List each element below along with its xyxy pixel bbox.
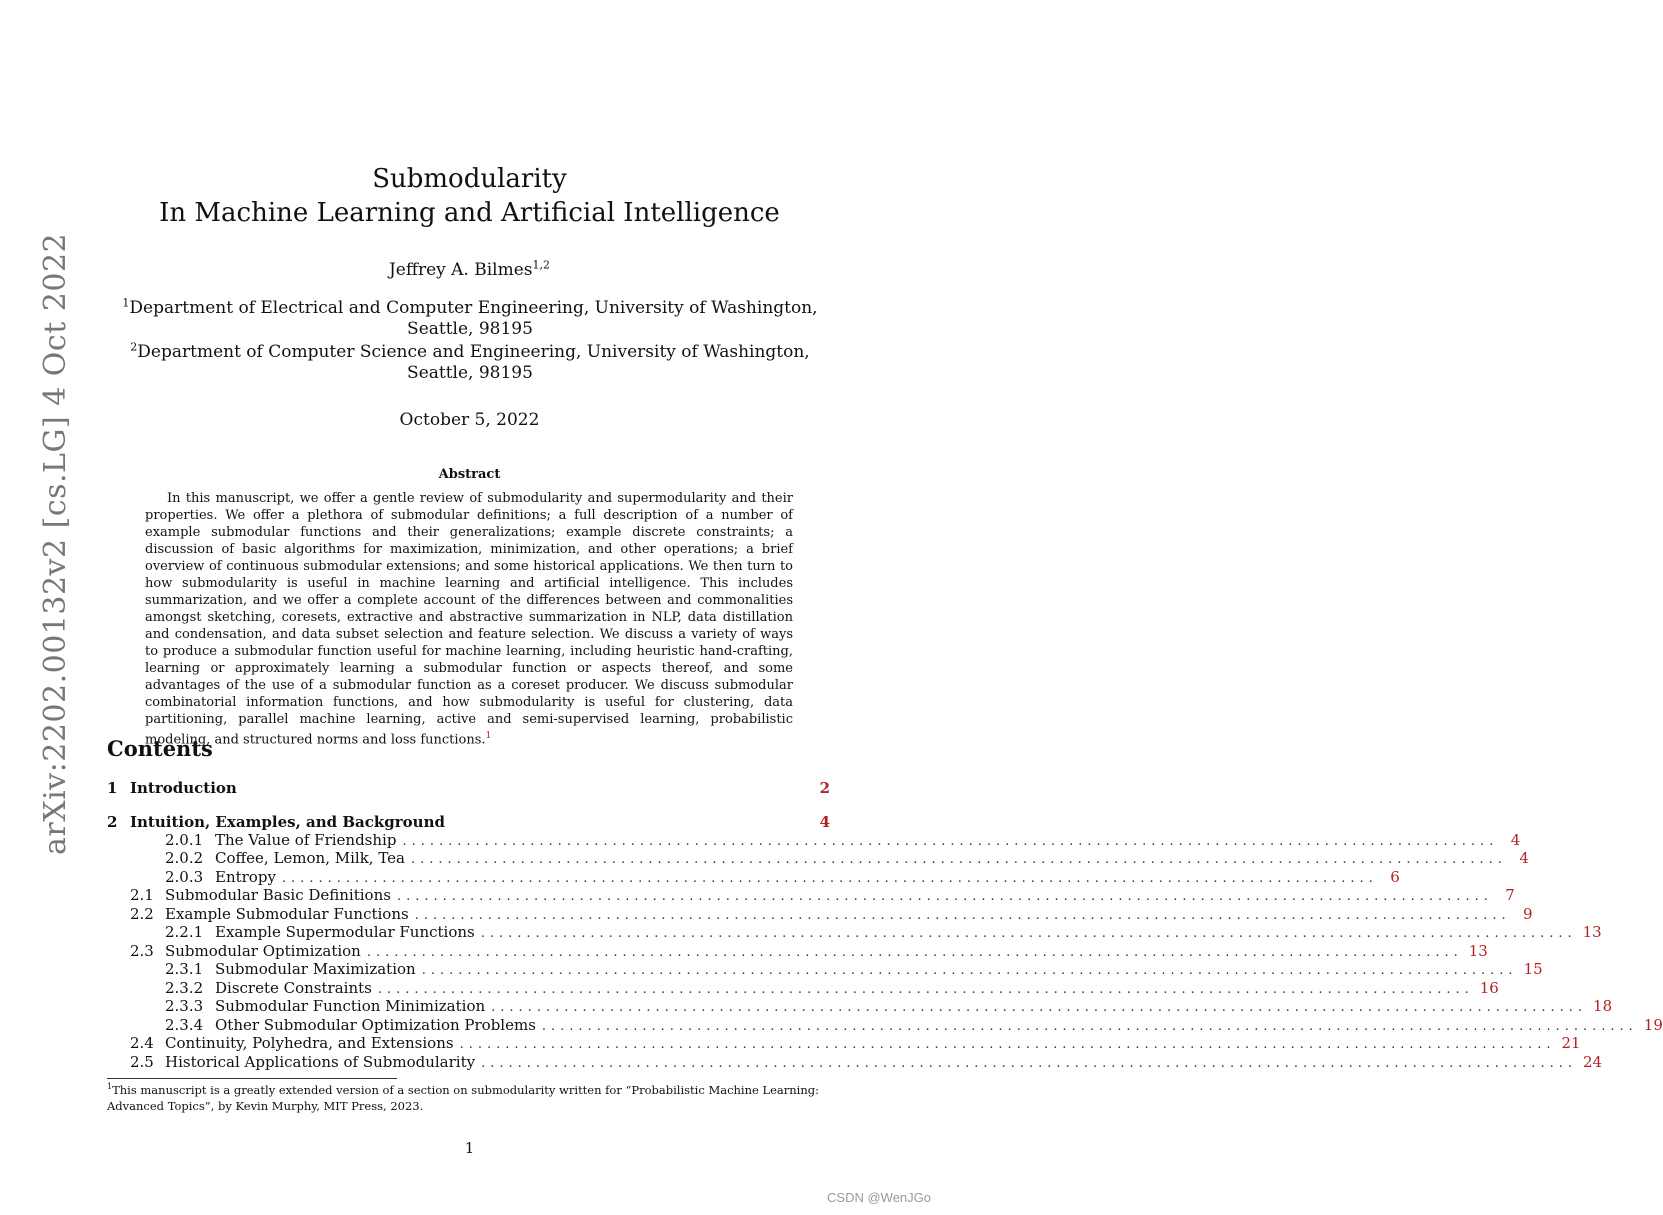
toc-entry-title[interactable]: Entropy [215,868,276,886]
toc-entry-title[interactable]: Historical Applications of Submodularity [165,1053,476,1071]
toc-leader-dots: ........................................................................................................................ [414,908,1511,923]
affiliation-2-text: Department of Computer Science and Engineering, University of Washington, Seattle, 98195 [137,342,810,383]
affiliation-2 [100,342,840,384]
toc-entry-page-link[interactable]: 15 [1523,960,1543,978]
toc-entry-title[interactable]: Coffee, Lemon, Milk, Tea [215,849,405,867]
toc-entry[interactable] [107,1034,1581,1052]
toc-leader-dots: ........................................................................................................................ [480,926,1577,941]
toc-entry[interactable] [107,831,1521,849]
toc-entry-title[interactable]: Submodular Basic Definitions [165,886,391,904]
watermark: CSDN @WenJGo [827,1190,931,1205]
toc-entry[interactable] [107,997,1613,1015]
toc-entry-title[interactable]: Introduction [130,779,237,797]
toc-entry-number: 2 [107,813,118,831]
toc-entry[interactable] [107,886,1515,904]
paper-title-line1: Submodularity [372,164,567,194]
toc-entry-number: 2.0.3 [165,868,204,886]
toc-entry-page-link[interactable]: 24 [1582,1053,1603,1071]
abstract-heading: Abstract [438,467,501,482]
toc-entry-title[interactable]: Continuity, Polyhedra, and Extensions [165,1034,454,1052]
toc-entry[interactable] [107,813,830,831]
toc-leader-dots: ........................................................................................................................ [377,982,1474,997]
toc-entry-page-link[interactable]: 13 [1468,942,1488,960]
footnote-rule [107,1078,397,1079]
abstract-text: In this manuscript, we offer a gentle review of submodularity and supermodularity and their properties. We offer a plethora of submodular definitions; a full description of a number of example submodular functions and their generalizations; example discrete constraints; a discussion of basic algorithms for maximization, minimization, and other operations; a brief overview of continuous submodular extensions; and some historical applications. We then turn to how submodularity is useful in machine learning and artificial intelligence. This includes summarization, and we offer a complete account of the differences between and commonalities amongst sketching, coresets, extractive and abstractive summarization in NLP, data distillation and condensation, and data subset selection and feature selection. We discuss a variety of ways to produce a submodular function useful for machine learning, including heuristic hand-crafting, learning or approximately learning a submodular function or aspects thereof, and some advantages of the use of a submodular function as a coreset producer. We discuss submodular combinatorial information functions, and how submodularity is useful for clustering, data partitioning, parallel machine learning, active and semi-supervised learning, probabilistic modeling, and structured norms and loss functions. [145,491,793,748]
affiliation-1-sup: 1 [122,296,130,310]
toc-entry-number: 2.5 [130,1053,154,1071]
toc-entry[interactable] [107,960,1543,978]
toc-leader-dots: ........................................................................................................................ [459,1037,1556,1052]
toc-entry-page-link[interactable]: 18 [1593,997,1613,1015]
toc-entry[interactable] [107,1053,1603,1071]
toc-leader-dots: ........................................................................................................................ [402,834,1499,849]
toc-entry-page-link[interactable]: 2 [819,779,830,797]
toc-entry[interactable] [107,868,1400,886]
arxiv-stamp: arXiv:2202.00132v2 [cs.LG] 4 Oct 2022 [38,232,73,855]
toc-leader-dots: ........................................................................................................................ [481,1056,1577,1071]
toc-entry-title[interactable]: Submodular Function Minimization [215,997,486,1015]
toc-leader-dots: ........................................................................................................................ [421,963,1518,978]
toc-entry-page-link[interactable]: 7 [1505,886,1515,904]
toc-entry-title[interactable]: The Value of Friendship [215,831,397,849]
toc-entry-page-link[interactable]: 21 [1561,1034,1581,1052]
abstract-footnote-link[interactable]: 1 [485,731,492,741]
toc-entry-title[interactable]: Intuition, Examples, and Background [130,813,445,831]
toc-leader-dots: ........................................................................................................................ [281,871,1378,886]
toc-entry-page-link[interactable]: 4 [819,813,830,831]
toc-leader-dots: ........................................................................................................................ [491,1000,1588,1015]
author [0,260,939,280]
footnote-mark: 1 [107,1082,113,1092]
toc-entry[interactable] [107,779,830,797]
toc-entry-title[interactable]: Example Submodular Functions [165,905,409,923]
toc-entry-title[interactable]: Other Submodular Optimization Problems [215,1016,536,1034]
toc-entry[interactable] [107,979,1499,997]
paper-title-line2: In Machine Learning and Artificial Intelligence [159,198,780,228]
toc-entry-number: 2.2 [130,905,154,923]
date: October 5, 2022 [399,410,540,430]
toc-entry-page-link[interactable]: 4 [1519,849,1529,867]
toc-entry-number: 2.3.4 [165,1016,204,1034]
toc-entry-number: 2.0.2 [165,849,204,867]
affiliation-1-text: Department of Electrical and Computer Engineering, University of Washington, Seattle, 98195 [129,298,818,339]
toc-leader-dots: ........................................................................................................................ [366,945,1463,960]
page-number: 1 [464,1139,475,1157]
toc-entry-page-link[interactable]: 6 [1390,868,1400,886]
toc-entry[interactable] [107,942,1488,960]
footnote-text: This manuscript is a greatly extended version of a section on submodularity written for “Probabilistic Machine Learning: Advanced Topics”, by Kevin Murphy, MIT Press, 2023. [107,1083,820,1113]
toc-entry-page-link[interactable]: 19 [1643,1016,1663,1034]
toc-entry-title[interactable]: Discrete Constraints [215,979,372,997]
toc-entry-title[interactable]: Example Supermodular Functions [215,923,475,941]
toc-entry-page-link[interactable]: 16 [1479,979,1499,997]
toc-entry-number: 2.2.1 [165,923,204,941]
toc-entry[interactable] [107,1016,1663,1034]
toc-entry[interactable] [107,849,1529,867]
footnote [107,1082,830,1114]
toc-entry-number: 2.3.2 [165,979,204,997]
toc-entry-title[interactable]: Submodular Maximization [215,960,416,978]
toc-entry-page-link[interactable]: 9 [1523,905,1533,923]
toc-entry[interactable] [107,923,1602,941]
toc-entry-number: 2.3 [130,942,154,960]
toc-entry-number: 2.3.3 [165,997,204,1015]
toc-entry-number: 2.4 [130,1034,154,1052]
toc-entry-number: 2.1 [130,886,154,904]
toc-entry-title[interactable]: Submodular Optimization [165,942,361,960]
toc-entry[interactable] [107,905,1533,923]
toc-entry-page-link[interactable]: 13 [1582,923,1602,941]
author-name: Jeffrey A. Bilmes [388,260,533,280]
abstract-body [145,490,793,748]
affiliation-2-sup: 2 [130,340,138,354]
author-sup: 1,2 [532,258,550,272]
toc-leader-dots: ........................................................................................................................ [396,889,1493,904]
toc-entry-number: 1 [107,779,118,797]
toc-entry-page-link[interactable]: 4 [1510,831,1521,849]
toc-entry-number: 2.0.1 [165,831,204,849]
toc-leader-dots: ........................................................................................................................ [410,852,1507,867]
toc-entry-number: 2.3.1 [165,960,204,978]
contents-heading: Contents [107,736,213,761]
toc-leader-dots: ........................................................................................................................ [541,1019,1638,1034]
affiliation-1 [100,298,840,340]
